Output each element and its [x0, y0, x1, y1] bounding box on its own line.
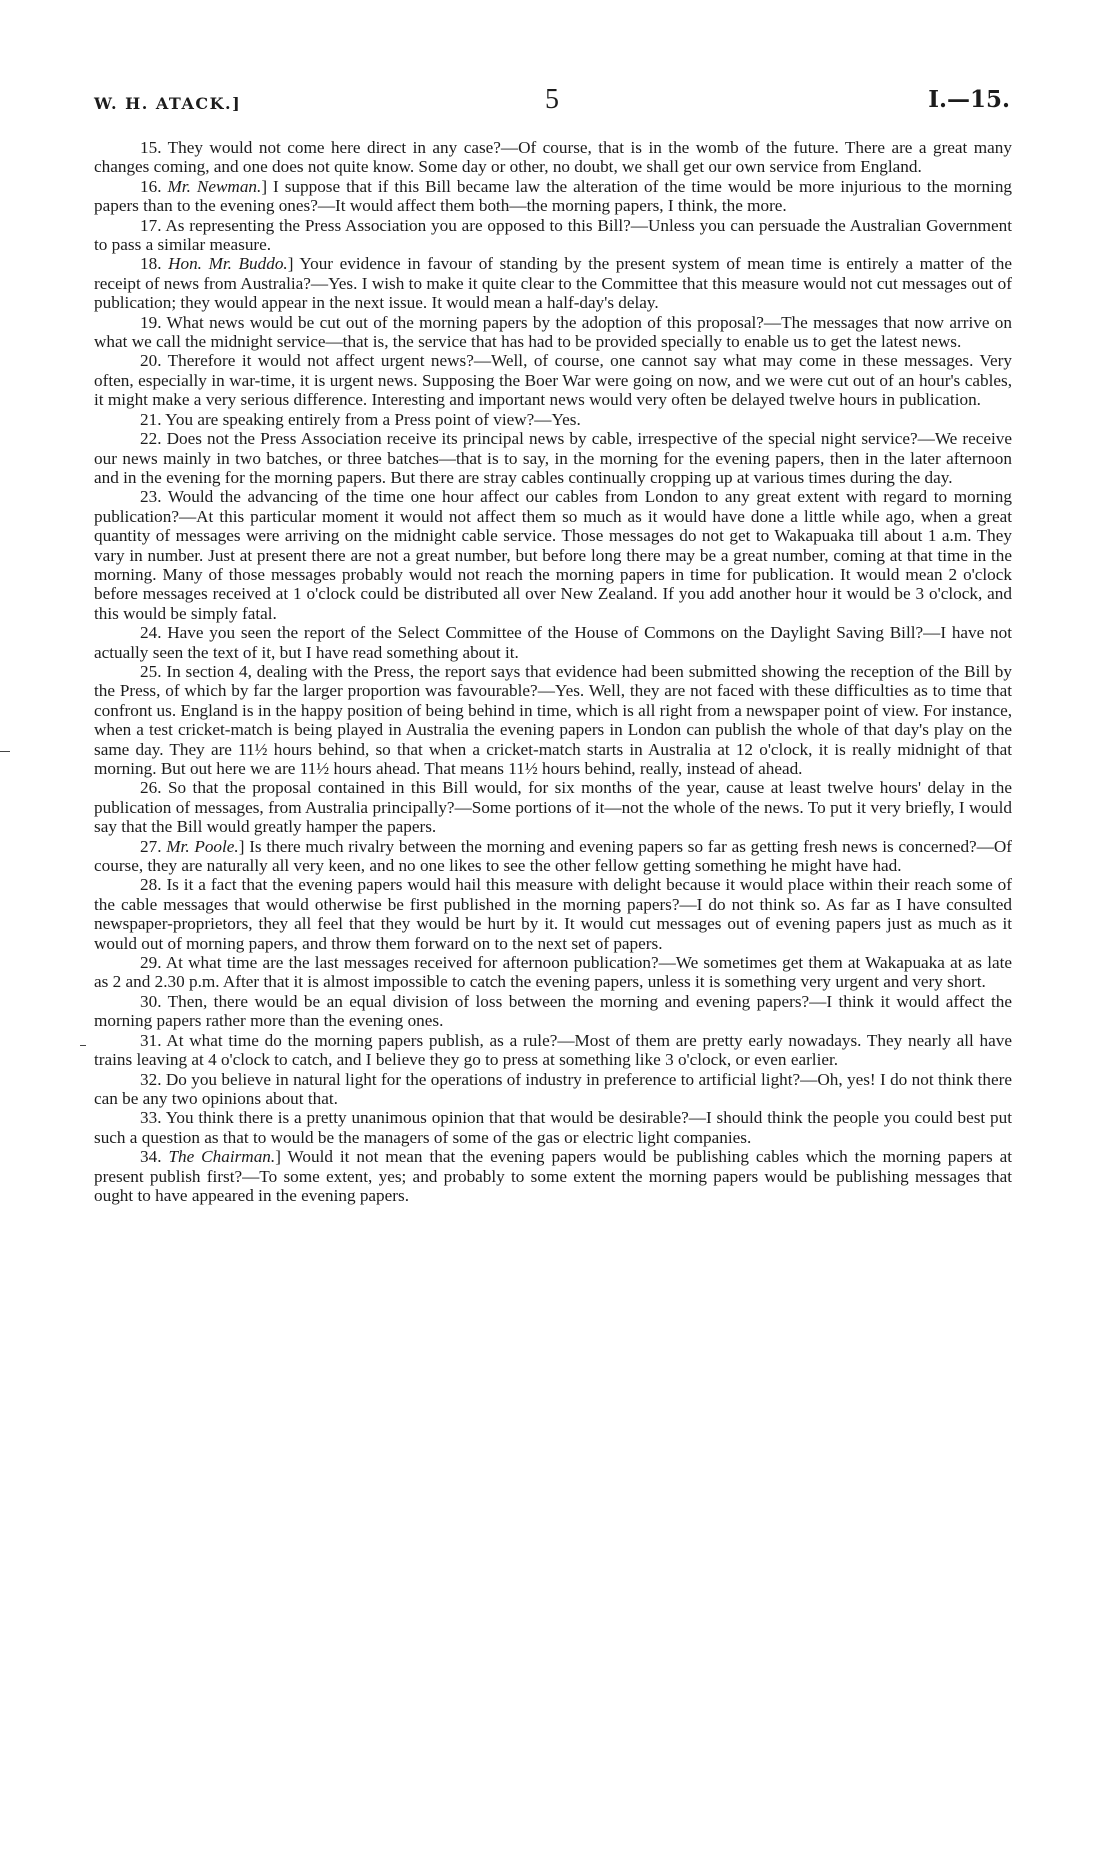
evidence-paragraph — [94, 429, 1012, 487]
evidence-paragraph — [94, 953, 1012, 992]
evidence-paragraph — [94, 992, 1012, 1031]
question-number: 24. — [140, 623, 162, 643]
question-answer-text: Would it not mean that the evening papers would be publishing cables which the morning papers at present publish first?—To some extent, yes; and probably to some extent the morning papers would be publishing messages that ought to have appeared in the evening papers. — [94, 1147, 1013, 1205]
question-answer-text: Is it a fact that the evening papers would hail this measure with delight because it would place within their reach some of the cable messages that would otherwise be first published in the morning papers?—I do not think so. As far as I have consulted newspaper-proprietors, they all feel that they would be hurt by it. It would cut messages out of evening papers just as much as it would out of morning papers, and throw them forward on to the next set of papers. — [94, 875, 1013, 953]
speaker-name: Mr. Poole. — [166, 836, 239, 856]
question-answer-text: Therefore it would not affect urgent news?—Well, of course, one cannot say what may come in these messages. Very often, especially in war-time, it is urgent news. Supposing the Boer War were going on now, and we were cut out of an hour's cables, it might make a very serious difference. Interesting and important news would very often be delayed twelve hours in publication. — [94, 351, 1012, 410]
witness-name: W. H. ATACK.] — [94, 94, 242, 113]
speaker-name: Mr. Newman. — [167, 176, 262, 196]
question-number: 19. — [140, 312, 162, 332]
page-number: 5 — [545, 84, 559, 115]
margin-mark — [0, 751, 10, 752]
question-answer-text: Does not the Press Association receive its principal news by cable, irrespective of the special night service?—We receive our news mainly in two batches, or three batches—that is to say, in the morning for the evening papers, then in the later afternoon and in the evening for the morning papers. But there are stray cables continually cropping up at various times during the day. — [94, 429, 1012, 487]
evidence-paragraph — [94, 410, 1012, 429]
question-number: 23. — [140, 487, 162, 507]
evidence-paragraph — [94, 1108, 1012, 1147]
question-number: 22. — [140, 429, 162, 449]
question-answer-text: At what time do the morning papers publish, as a rule?—Most of them are pretty early nowadays. They nearly all have trains leaving at 4 o'clock to catch, and I believe they go to press at something like 3 o'clock, or even earlier. — [94, 1030, 1012, 1070]
question-number: 27. — [140, 836, 162, 856]
evidence-paragraph — [94, 875, 1012, 953]
question-answer-text: Do you believe in natural light for the operations of industry in preference to artificial light?—Oh, yes! I do not think there can be any two opinions about that. — [94, 1069, 1013, 1108]
evidence-paragraph — [94, 138, 1012, 177]
question-answer-text: Is there much rivalry between the morning and evening papers so far as getting fresh news is concerned?—Of course, they are naturally all very keen, and no one likes to see the other fellow getting something he might have had. — [94, 836, 1012, 876]
speaker-name: The Chairman. — [168, 1147, 276, 1167]
margin-mark — [80, 1045, 86, 1046]
question-number: 16. — [140, 176, 162, 196]
question-answer-text: You are speaking entirely from a Press point of view?—Yes. — [165, 409, 581, 429]
question-number: 15. — [140, 138, 162, 157]
question-number: 25. — [140, 661, 162, 681]
question-number: 32. — [140, 1069, 162, 1089]
evidence-paragraph — [94, 662, 1012, 778]
question-number: 18. — [140, 254, 162, 274]
question-answer-text: Would the advancing of the time one hour affect our cables from London to any great extent with regard to morning publication?—At this particular moment it would not affect them so much as it would have done a little while ago, when a great quantity of messages were arriving on the midnight cable service. Those messages do not get to Wakapuaka till about 1 a.m. They vary in number. Just at present there are not a great number, but before long there may be a great number, coming at that time in the morning. Many of those messages probably would not reach the morning papers in time for publication. It would mean 2 o'clock before messages received at 1 o'clock could be distributed all over New Zealand. If you add another hour it would be 3 o'clock, and this would be simply fatal. — [94, 487, 1012, 623]
question-number: 31. — [140, 1030, 162, 1050]
question-number: 30. — [140, 991, 162, 1011]
question-answer-text: In section 4, dealing with the Press, the report says that evidence had been submitted showing the reception of the Bill by the Press, of which by far the larger proportion was favourable?—Yes. Well, they are not faced with these difficulties as to time that confront us. England is in the happy position of being behind in time, which is all right from a newspaper point of view. For instance, when a test cricket-match is being played in Australia the evening papers in London can publish the whole of that day's play on the same day. They are 11½ hours behind, so that when a cricket-match starts in Australia at 12 o'clock, it is really midnight of that morning. But out here we are 11½ hours ahead. That means 11½ hours behind, really, instead of ahead. — [94, 661, 1012, 778]
evidence-paragraph — [94, 351, 1012, 409]
evidence-paragraph — [94, 778, 1012, 836]
question-answer-text: What news would be cut out of the morning papers by the adoption of this proposal?—The messages that now arrive on what we call the midnight service—that is, the service that has had to be provided specially to enable us to get the latest news. — [94, 312, 1012, 352]
question-number: 34. — [140, 1147, 162, 1167]
evidence-paragraph — [94, 216, 1012, 255]
question-answer-text: As representing the Press Association you are opposed to this Bill?—Unless you can persuade the Australian Government to pass a similar measure. — [94, 215, 1012, 255]
evidence-paragraph — [94, 1031, 1012, 1070]
question-answer-text: Have you seen the report of the Select Committee of the House of Commons on the Daylight Saving Bill?—I have not actually seen the text of it, but I have read something about it. — [94, 623, 1012, 662]
question-number: 21. — [140, 409, 162, 429]
question-number: 28. — [140, 875, 162, 895]
evidence-paragraph: 18. Hon. Mr. Buddo.] Your evidence in favour of standing by the present system of mean time is entirely a matter of the receipt of news from Australia?—Yes. I wish to make it quite clear to the Committee that this measure would not cut messages out of publication; they would appear in the next issue. It would mean a half-day's delay. — [94, 254, 1012, 313]
question-number: 26. — [140, 778, 162, 798]
question-answer-text: Your evidence in favour of standing by the present system of mean time is entirely a matter of the receipt of news from Australia?—Yes. I wish to make it quite clear to the Committee that this measure would not cut messages out of publication; they would appear in the next issue. It would mean a half-day's delay. — [94, 254, 1012, 313]
evidence-paragraph: 16. Mr. Newman.] I suppose that if this Bill became law the alteration of the time would be more injurious to the morning papers than to the evening ones?—It would affect them both—the morning papers, I think, the more. — [94, 176, 1013, 216]
speaker-name: Hon. Mr. Buddo. — [168, 254, 288, 274]
question-number: 29. — [140, 953, 162, 973]
evidence-paragraph — [94, 487, 1012, 623]
evidence-body — [94, 138, 1012, 1205]
evidence-paragraph: 34. The Chairman.] Would it not mean that the evening papers would be publishing cables which the morning papers at present publish first?—To some extent, yes; and probably to some extent the morning papers would be publishing messages that ought to have appeared in the evening papers. — [94, 1147, 1013, 1205]
evidence-paragraph — [94, 623, 1012, 662]
evidence-paragraph — [94, 1070, 1012, 1109]
question-answer-text: They would not come here direct in any case?—Of course, that is in the womb of the future. There are a great many changes coming, and one does not quite know. Some day or other, no doubt, we shall get our own service from England. — [94, 138, 1012, 177]
question-answer-text: So that the proposal contained in this Bill would, for six months of the year, cause at least twelve hours' delay in the publication of messages, from Australia principally?—Some portions of it—not the whole of the news. To put it very briefly, I would say that the Bill would greatly hamper the papers. — [94, 778, 1012, 837]
question-number: 33. — [140, 1108, 162, 1128]
question-answer-text: Then, there would be an equal division of loss between the morning and evening papers?—I think it would affect the morning papers rather more than the evening ones. — [94, 991, 1012, 1031]
question-answer-text: I suppose that if this Bill became law the alteration of the time would be more injurious to the morning papers than to the evening ones?—It would affect them both—the morning papers, I think, the more. — [94, 176, 1013, 216]
question-number: 17. — [140, 215, 162, 235]
question-answer-text: At what time are the last messages received for afternoon publication?—We sometimes get them at Wakapuaka at as late as 2 and 2.30 p.m. After that it is almost impossible to catch the evening papers, unless it is something very urgent and very short. — [94, 953, 1012, 992]
evidence-paragraph: 27. Mr. Poole.] Is there much rivalry between the morning and evening papers so far as getting fresh news is concerned?—Of course, they are naturally all very keen, and no one likes to see the other fellow getting something he might have had. — [94, 836, 1012, 876]
question-answer-text: You think there is a pretty unanimous opinion that that would be desirable?—I should think the people you could best put such a question as that to would be the managers of some of the gas or electric light companies. — [94, 1108, 1012, 1147]
question-number: 20. — [140, 351, 162, 371]
page-header — [94, 84, 1010, 124]
evidence-paragraph — [94, 313, 1012, 352]
document-reference: I.—15. — [928, 86, 1010, 113]
